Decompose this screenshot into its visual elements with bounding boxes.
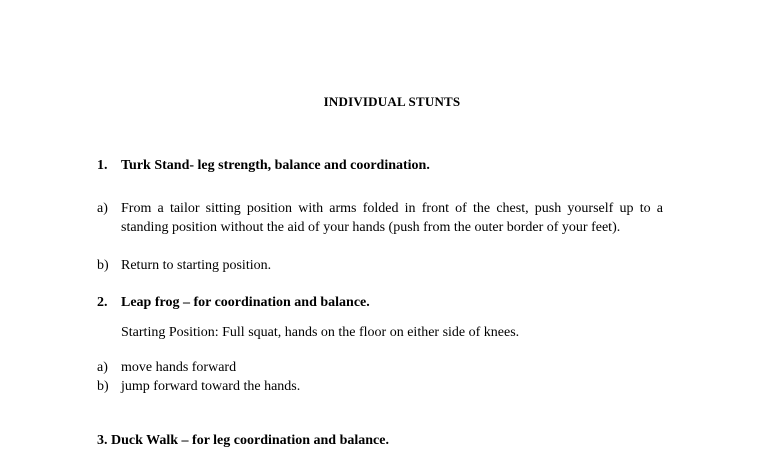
- item-text: jump forward toward the hands.: [121, 379, 301, 394]
- item-marker: b): [97, 258, 109, 273]
- section-3-heading-partial: 3. Duck Walk – for leg coordination and balance.: [97, 433, 389, 448]
- section-1-title: Turk Stand- leg strength, balance and coordination.: [121, 158, 430, 173]
- item-marker: b): [97, 379, 109, 394]
- starting-position-text: Starting Position: Full squat, hands on the floor on either side of knees.: [121, 325, 520, 340]
- section-2-number: 2.: [97, 295, 108, 310]
- item-text: Return to starting position.: [121, 258, 272, 273]
- item-text: From a tailor sitting position with arms folded in front of the chest, push yourself up to a standing position without the aid of your hands (push from the outer border of your feet).: [121, 201, 663, 235]
- section-2-item-b: [97, 377, 663, 396]
- section-1-item-b: [97, 256, 663, 275]
- item-text: move hands forward: [121, 360, 237, 375]
- item-marker: a): [97, 201, 108, 216]
- page-title: INDIVIDUAL STUNTS: [323, 94, 461, 109]
- item-marker: a): [97, 360, 108, 375]
- section-1-item-a: [97, 199, 663, 237]
- section-2-title: Leap frog – for coordination and balance.: [121, 295, 370, 310]
- section-2-item-a: [97, 358, 663, 377]
- section-2-heading: [97, 295, 370, 311]
- section-1-heading: [97, 158, 430, 174]
- section-1-number: 1.: [97, 158, 108, 173]
